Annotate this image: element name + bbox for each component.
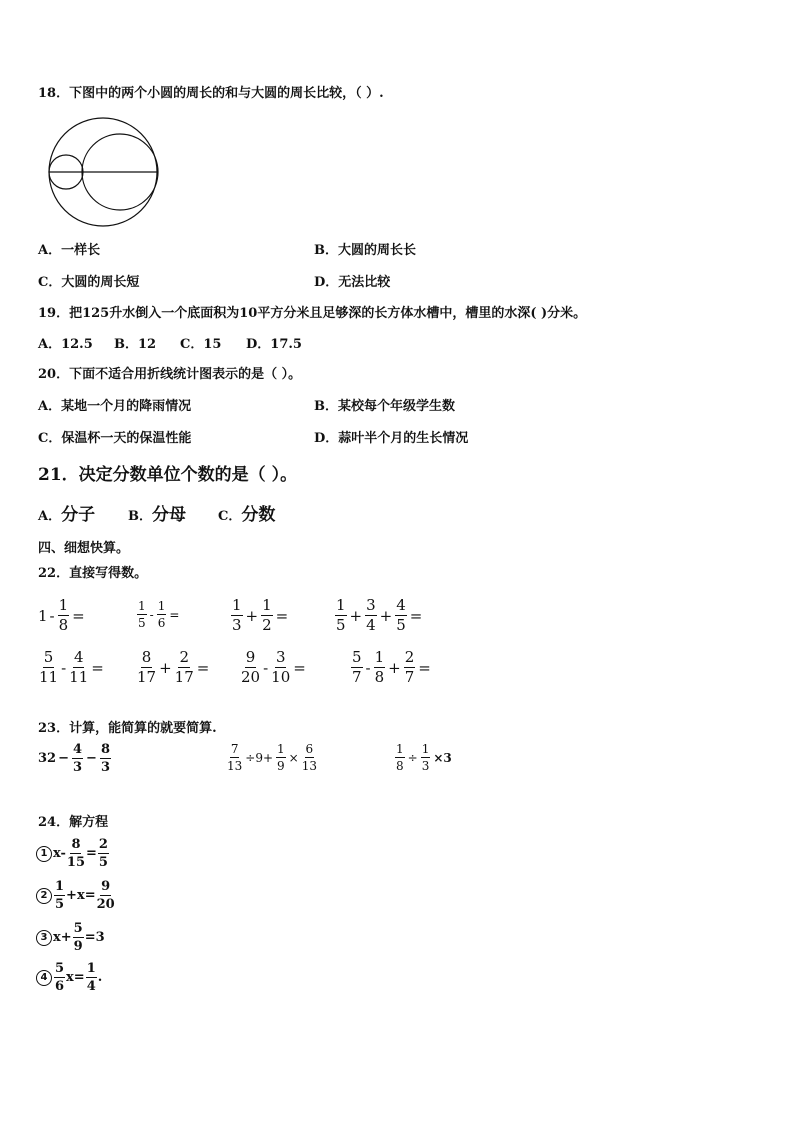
fraction: $\frac{1}{8}$ [396, 742, 404, 773]
q18-option-c: C．大圆的周长短 [38, 275, 140, 290]
question-23: 23．计算，能简算的就要简算. [38, 721, 217, 736]
q18-option-d: D．无法比较 [314, 275, 391, 290]
q24-eq3: 3 x+ $\frac{5}{9}$ =3 [36, 922, 105, 953]
circled-number: 2 [36, 888, 52, 904]
q22-r1-e1: 1 - $\frac{1}{8}$ = [38, 596, 85, 634]
q22-r1-e2: $\frac{1}{5}$ - $\frac{1}{6}$ = [138, 599, 180, 630]
q23-e1: 32 − $\frac{4}{3}$ − $\frac{8}{3}$ [38, 742, 110, 775]
q23-e2: $\frac{7}{13}$ ÷9+ $\frac{1}{9}$ × $\frac{6}{13}$ [227, 742, 318, 773]
question-24: 24．解方程 [38, 815, 109, 830]
q22-r2-e4: $\frac{5}{7}$ - $\frac{1}{8}$ + $\frac{2}{7}$ = [352, 648, 431, 686]
q24-eq1: 1 x- $\frac{8}{15}$ = $\frac{2}{5}$ [36, 838, 110, 869]
circles-figure [44, 116, 166, 228]
fraction: $\frac{5}{9}$ [73, 921, 83, 954]
q22-r2-e3: $\frac{9}{20}$ - $\frac{3}{10}$ = [241, 648, 306, 686]
q18-option-b: B．大圆的周长长 [314, 243, 416, 258]
q20-option-c: C．保温杯一天的保温性能 [38, 431, 192, 446]
q22-r2-e2: $\frac{8}{17}$ + $\frac{2}{17}$ = [137, 648, 210, 686]
q20-option-d: D．蒜叶半个月的生长情况 [314, 431, 469, 446]
fraction: $\frac{2}{5}$ [98, 837, 108, 870]
q19-option-b: B．12 [114, 337, 157, 352]
fraction: $\frac{9}{20}$ [241, 648, 261, 686]
fraction: $\frac{7}{13}$ [227, 742, 243, 773]
fraction: $\frac{2}{17}$ [174, 648, 194, 686]
q19-option-d: D．17.5 [246, 337, 302, 352]
circled-number: 3 [36, 930, 52, 946]
fraction: $\frac{1}{8}$ [374, 648, 385, 686]
fraction: $\frac{8}{17}$ [137, 648, 157, 686]
fraction: $\frac{4}{11}$ [69, 648, 89, 686]
fraction: $\frac{1}{3}$ [421, 742, 430, 773]
question-22: 22．直接写得数。 [38, 566, 148, 581]
question-21 [38, 460, 297, 485]
q20-option-a: A．某地一个月的降雨情况 [38, 399, 192, 414]
fraction: $\frac{5}{11}$ [39, 648, 59, 686]
q19-option-c: C．15 [180, 337, 222, 352]
q24-eq2: 2 $\frac{1}{5}$ +x= $\frac{9}{20}$ [36, 880, 116, 911]
q22-r1-e3: $\frac{1}{3}$ + $\frac{1}{2}$ = [232, 596, 289, 634]
q18-option-a: A．一样长 [38, 243, 101, 258]
fraction: $\frac{9}{20}$ [96, 879, 115, 912]
fraction: $\frac{1}{5}$ [55, 879, 65, 912]
circled-number: 1 [36, 846, 52, 862]
circled-number: 4 [36, 970, 52, 986]
fraction: $\frac{4}{5}$ [396, 596, 406, 634]
q20-option-b: B．某校每个年级学生数 [314, 399, 455, 414]
q21-option-a: A．分子 [38, 505, 96, 525]
fraction: $\frac{5}{7}$ [352, 648, 362, 686]
fraction: $\frac{1}{5}$ [138, 599, 146, 630]
fraction: $\frac{6}{13}$ [301, 742, 318, 773]
fraction: $\frac{1}{8}$ [58, 596, 69, 634]
q22-r1-e4: $\frac{1}{5}$ + $\frac{3}{4}$ + $\frac{4}{5}$ = [336, 596, 423, 634]
fraction: $\frac{2}{7}$ [404, 648, 415, 686]
fraction: $\frac{5}{6}$ [55, 961, 65, 994]
q24-eq4: 4 $\frac{5}{6}$ x= $\frac{1}{4}$ . [36, 962, 102, 993]
q21-option-c: C．分数 [218, 505, 276, 525]
fraction: $\frac{1}{4}$ [86, 961, 96, 994]
q22-r2-e1: $\frac{5}{11}$ - $\frac{4}{11}$ = [39, 648, 104, 686]
q19-option-a: A．12.5 [38, 337, 93, 352]
fraction: $\frac{3}{4}$ [366, 596, 376, 634]
fraction: $\frac{1}{2}$ [262, 596, 272, 634]
question-20: 20．下面不适合用折线统计图表示的是（ ）。 [38, 367, 302, 382]
question-18: 18．下图中的两个小圆的周长的和与大圆的周长比较，（ ）. [38, 86, 384, 101]
fraction: $\frac{1}{6}$ [157, 599, 166, 630]
fraction: $\frac{1}{5}$ [336, 596, 346, 634]
question-21-text: 21．决定分数单位个数的是（ ）。 [38, 465, 298, 485]
q23-e3: $\frac{1}{8}$ ÷ $\frac{1}{3}$ ×3 [396, 742, 452, 773]
section-4-heading: 四、细想快算。 [38, 541, 130, 556]
question-19: 19．把125升水倒入一个底面积为10平方分米且足够深的长方体水槽中，槽里的水深( )分米。 [38, 306, 587, 321]
fraction: $\frac{1}{9}$ [277, 742, 285, 773]
fraction: $\frac{3}{10}$ [271, 648, 291, 686]
fraction: $\frac{8}{15}$ [66, 837, 86, 870]
fraction: $\frac{8}{3}$ [100, 742, 110, 775]
fraction: $\frac{1}{3}$ [232, 596, 242, 634]
q21-option-b: B．分母 [128, 505, 186, 525]
fraction: $\frac{4}{3}$ [73, 742, 83, 775]
